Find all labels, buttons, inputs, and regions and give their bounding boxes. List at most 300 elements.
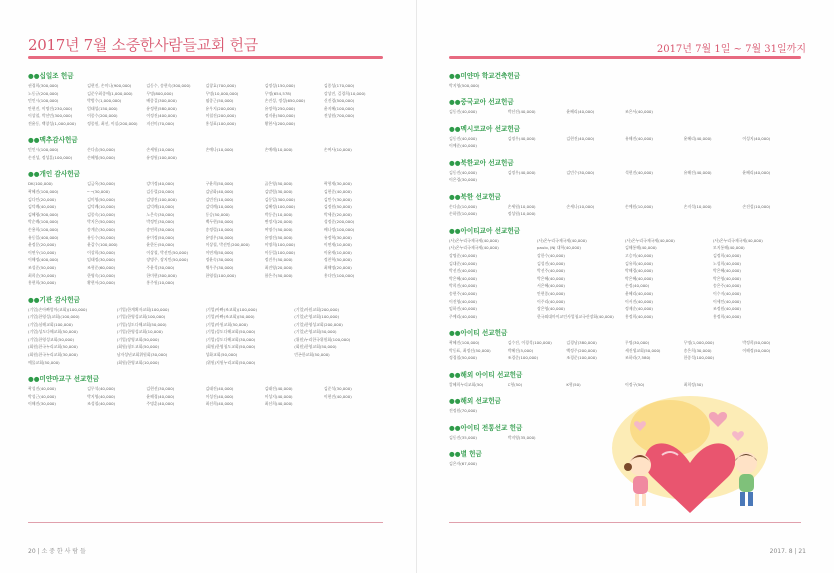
donor-entry: 염종근(50,000) — [205, 98, 234, 104]
donor-entry: 안현진, 이명진(230,000) — [28, 105, 73, 111]
donor-entry: 전정원(70,000) — [449, 408, 477, 414]
donor-entry: 송은희(30,000) — [683, 347, 712, 353]
donor-entry: 김미영(50,000) — [87, 196, 116, 202]
donor-entry: (기업)손영교회(100,000) — [294, 314, 339, 320]
donor-entry: 박동준(10,000) — [264, 211, 293, 217]
donor-entry: (기업)손영교회(50,000) — [294, 329, 337, 335]
donor-entry: 여명수(50,000) — [264, 226, 293, 232]
offering-section — [449, 327, 801, 361]
donor-entry: (기업)심해교회(100,000) — [28, 321, 73, 327]
section-title: ●●멕시코교아 선교헌금 — [449, 124, 521, 133]
offering-section — [28, 70, 383, 126]
donor-entry: 박지영(40,000) — [87, 393, 116, 399]
donor-entry: 김현진, 손미나(900,000) — [87, 83, 132, 88]
donor-entry: 손정(40,000) — [625, 283, 650, 289]
section-title: ●●북한교아 선교헌금 — [449, 158, 514, 167]
donor-entry: 유미정(50,000) — [146, 234, 175, 240]
donor-entry: (기업)손아빠엄마(교회)(100,000) — [28, 306, 88, 312]
donor-entry: 윤혜리(40,000) — [625, 290, 653, 296]
donor-entry: 김유희(40,000) — [625, 260, 653, 266]
donor-entry: 김덕례(10,000) — [146, 204, 175, 210]
donor-entry: 이철진(200,000) — [205, 113, 236, 119]
donor-entry: 석현진(40,000) — [625, 169, 653, 175]
donor-entry: 김경남(380,000) — [566, 340, 597, 346]
donor-entry: 구윤희(50,000) — [205, 181, 234, 187]
donor-entry: 곽성진(40,000) — [28, 386, 56, 392]
donor-entry: 박은영(40,000) — [713, 275, 741, 281]
donor-entry: 김민수(30,000) — [323, 196, 352, 202]
donor-entry: 홍현희(30,000) — [28, 280, 56, 286]
donor-entry: 김민진(10,000) — [205, 196, 234, 202]
donor-entry: 박선진(40,000) — [507, 109, 536, 115]
donor-entry: 홍다인(100,000) — [323, 272, 355, 278]
donor-entry: 박희진(40,000) — [449, 283, 477, 289]
donor-entry: 박성근(40,000) — [28, 393, 56, 399]
donor-entry: 조성준(50,000) — [28, 264, 56, 270]
donor-entry: 이상철, 박선민(300,000) — [28, 113, 73, 119]
donor-entry: 강상진, 길경희(10,000) — [323, 90, 366, 96]
donor-entry: 지선미(70,000) — [146, 120, 175, 126]
section-title: ●●별 헌금 — [449, 449, 482, 458]
donor-entry: 송은주(40,000) — [713, 283, 741, 289]
donor-entry: 이은경(30,000) — [449, 177, 477, 183]
page-footer: 2017. 8 | 21 — [769, 548, 806, 555]
title-rule — [28, 56, 383, 59]
donor-entry: 김해통해(40,000) — [625, 245, 657, 251]
donor-entry: 홍정희(40,000) — [625, 313, 653, 319]
section-title: ●●중국교아 선교헌금 — [449, 98, 514, 107]
donor-entry: 손세원(10,000) — [507, 203, 536, 209]
donor-entry: 김준우최종애(1,000,000) — [87, 90, 133, 96]
donor-entry: 박동표, 최정선(50,000) — [449, 347, 491, 353]
donor-entry: 김동수, 송현숙(300,000) — [146, 83, 191, 88]
donor-entry: 곽혜진(100,000) — [449, 340, 480, 346]
donor-entry: (회원)청도교회(50,000) — [116, 344, 159, 350]
donor-entry: 유명우(30,000) — [205, 234, 234, 240]
offering-section — [449, 123, 801, 149]
donor-entry: 이연우(10,000) — [28, 249, 56, 255]
donor-entry: 전윤동, 백창성(1,000,000) — [28, 120, 76, 126]
donor-entry: 임태정(30,000) — [87, 257, 116, 263]
donor-entry: 손하람(10,000) — [449, 211, 477, 217]
donor-entry: 최선희(40,000) — [264, 401, 293, 407]
donor-entry: 이윤재(10,000) — [323, 249, 352, 255]
donor-entry: 김현선(30,000) — [146, 386, 175, 392]
donor-entry: 김동진(40,000) — [449, 135, 477, 141]
donor-entry: 최해명(20,000) — [323, 264, 352, 270]
donor-entry: 김무석(40,000) — [87, 386, 116, 392]
section-title: ●●개인 감사헌금 — [28, 170, 81, 179]
left-content — [28, 70, 383, 415]
donor-entry: 손여사(10,000) — [323, 147, 352, 153]
offering-section — [28, 294, 383, 366]
donor-entry: (기업)아빠(조교회)(100,000) — [205, 306, 258, 312]
donor-entry: 조은서(40,000) — [625, 109, 653, 115]
donor-entry: 유명진(50,000) — [264, 234, 293, 240]
donor-entry: 조형준(60,000) — [87, 264, 116, 270]
donor-entry: 김말렴(30,000) — [264, 188, 293, 194]
donor-entry: 정제순(40,000) — [625, 306, 653, 312]
section-title: ●●십일조 헌금 — [28, 72, 74, 80]
donor-entry: 이현진(40,000) — [323, 393, 352, 399]
donor-entry: 박선주(40,000) — [537, 268, 565, 274]
donor-entry: 홍주원(10,000) — [146, 280, 175, 286]
donor-entry: (사)온누리국제국제(40,000) — [449, 237, 499, 243]
donor-entry: 김준석(30,000) — [323, 386, 352, 392]
donor-entry: 박은혜(40,000) — [449, 275, 477, 281]
donor-entry: 신진경(500,000) — [323, 98, 355, 104]
donor-entry: 윤정문(20,000) — [28, 242, 56, 248]
donor-entry: (기업)성도다해교회(50,000) — [28, 329, 78, 335]
donor-entry: 이상철, 박선민(200,000) — [205, 242, 250, 248]
donor-entry: 한종석(100,000) — [683, 355, 715, 361]
donor-entry: 손예나(10,000) — [205, 147, 234, 153]
donor-entry: 정지윤(500,000) — [264, 113, 296, 119]
donor-entry: 김현진(40,000) — [566, 135, 595, 141]
donor-list — [449, 109, 801, 114]
title-rule — [449, 56, 801, 59]
donor-entry: 이연재(50,000) — [205, 249, 234, 255]
donor-entry: 유해진(40,000) — [625, 135, 653, 141]
donor-entry: 이정진(400,000) — [146, 113, 177, 119]
section-title: ●●미얀마교구 선교헌금 — [28, 375, 100, 384]
donor-entry: 박세준(20,000) — [323, 211, 352, 217]
donor-entry: 안현종(40,000) — [537, 290, 565, 296]
donor-entry: 손세나(10,000) — [566, 203, 595, 209]
donor-entry: 세진생교회(50,000) — [625, 347, 661, 353]
donor-entry: paulo, JNJ 대학(40,000) — [537, 245, 581, 251]
donor-entry: 박은혜(40,000) — [713, 268, 741, 274]
section-title: ●●아이티교아 선교헌금 — [449, 226, 521, 235]
donor-entry: 박정민(30,000) — [146, 219, 175, 225]
donor-entry: 한미현(300,000) — [146, 272, 177, 278]
offering-section — [28, 168, 383, 285]
donor-entry: 강명준(40,000) — [449, 253, 477, 258]
donor-entry: 윤혜리(40,000) — [683, 135, 712, 141]
donor-entry: 서은혜(40,000) — [537, 283, 565, 289]
donor-entry: (기업)한영성(교회)(100,000) — [28, 314, 80, 320]
donor-entry: 이세인(40,000) — [713, 298, 741, 304]
donor-entry: 손용희(100,000) — [28, 226, 59, 232]
donor-entry: (기업)한영성교회(200,000) — [294, 321, 343, 327]
donor-entry: 김현준(40,000) — [323, 188, 352, 194]
donor-entry: 성정준(200,000) — [323, 219, 355, 225]
donor-entry: 김정우(40,000) — [507, 135, 536, 141]
page-title: 2017년 7월 소중한사람들교회 헌금 — [28, 36, 258, 54]
bottom-rule — [449, 522, 801, 523]
donor-entry: (기업)한계획자교회(100,000) — [116, 306, 169, 312]
donor-entry: 장명주, 장지민(50,000) — [146, 257, 189, 263]
donor-entry: 박지영(35,000) — [507, 434, 536, 440]
donor-entry: 조하라(7,580) — [625, 355, 651, 361]
donor-entry: (위원)지원누리교회(50,000) — [205, 359, 256, 365]
donor-entry: 김정성(150,000) — [264, 83, 296, 88]
donor-entry: 주예리(40,000) — [449, 313, 477, 319]
donor-entry: 김다인(20,000) — [28, 196, 56, 202]
donor-entry: 이동렬(100,000) — [264, 249, 296, 255]
donor-entry: 엄태섭(150,000) — [87, 105, 118, 111]
donor-entry: 김창효(700,000) — [205, 83, 236, 88]
donor-list — [449, 382, 801, 387]
donor-entry: 윤지혜(100,000) — [323, 105, 355, 111]
donor-entry: 유정원(100,000) — [146, 154, 177, 160]
donor-entry: 김혜령(300,000) — [28, 211, 59, 217]
donor-entry: 최희순(30,000) — [28, 272, 56, 278]
donor-entry: 윤한돈(50,000) — [146, 242, 175, 248]
donor-entry: 주명훈(40,000) — [146, 401, 175, 407]
donor-entry: 윤혜리(40,000) — [742, 169, 771, 175]
donor-entry: 이종수(200,000) — [87, 113, 118, 119]
donor-entry: 이정구(50) — [625, 381, 645, 387]
donor-entry: 이성지(40,000) — [742, 135, 771, 141]
donor-entry: 함은주(50,000) — [264, 272, 293, 278]
donor-entry: 임하진(40,000) — [449, 306, 477, 312]
donor-entry: 유동일(400,000) — [28, 234, 59, 240]
donor-entry: 조경준(100,000) — [566, 355, 597, 361]
donor-entry: 이해정(50,000) — [742, 347, 771, 353]
section-title: ●●아이티 전통선교 헌금 — [449, 423, 523, 432]
donor-entry: 빈곤한교회(50,000) — [294, 352, 330, 358]
donor-entry: 장은영(40,000) — [537, 306, 565, 312]
donor-entry: 이연재(10,000) — [323, 242, 352, 248]
donor-entry: 조정원(40,000) — [713, 306, 741, 312]
donor-entry: 최진영(20,000) — [264, 264, 293, 270]
donor-entry: 곽혜진(100,000) — [28, 188, 59, 194]
donor-entry: C형(50) — [507, 381, 523, 387]
donor-entry: 이상철, 박선민(50,000) — [146, 249, 189, 255]
donor-entry: 이상희(30,000) — [87, 249, 116, 255]
donor-entry: 김정희(40,000) — [713, 253, 741, 258]
donor-entry: 배나정(100,000) — [323, 226, 355, 232]
donor-entry: 손예원(10,000) — [625, 203, 653, 209]
donor-entry: 윤혜리(40,000) — [566, 109, 595, 115]
donor-list — [28, 307, 383, 366]
donor-entry: 김덕례(40,000) — [28, 204, 56, 210]
donor-entry: 정진우(50,000) — [264, 257, 293, 263]
couple-holding-heart-illustration — [600, 393, 780, 521]
donor-entry: (기업)한영성교회(100,000) — [116, 314, 166, 320]
donor-entry: 이성진(40,000) — [205, 393, 234, 399]
donor-entry: 김동진(40,000) — [449, 109, 477, 115]
donor-entry: 황현서(20,000) — [87, 280, 116, 286]
donor-entry: 이명희(100,000) — [264, 242, 296, 248]
donor-entry: 김명진(100,000) — [146, 196, 177, 202]
donor-list — [449, 170, 801, 183]
donor-entry: 성화교회(50,000) — [205, 352, 238, 358]
section-title: ●●아이티 선교헌금 — [449, 329, 508, 338]
donor-entry: (사)온누리국제국제(40,000) — [449, 245, 499, 251]
section-title: ●●해외 아이티 선교헌금 — [449, 370, 523, 379]
donor-entry: 김동진(40,000) — [449, 169, 477, 175]
page-footer: 20 | 소 중 한 사 람 들 — [28, 548, 86, 555]
donor-entry: 홍정희(40,000) — [713, 313, 741, 319]
donor-entry: K형(50) — [566, 381, 581, 387]
donor-entry: 김덕례(10,000) — [205, 204, 234, 210]
donor-entry: 박혜진(5,000) — [507, 347, 534, 353]
section-title: ●●맥추감사헌금 — [28, 136, 78, 145]
donor-entry: 배종걸(300,000) — [146, 98, 177, 104]
donor-list — [449, 204, 801, 217]
donor-entry: 손지석(10,000) — [683, 203, 712, 209]
donor-entry: 강미정(40,000) — [146, 181, 175, 187]
donor-entry: 이성지(40,000) — [264, 393, 293, 399]
donor-entry: (기업)성도다해교회(50,000) — [116, 321, 167, 327]
donor-entry: 캄혜희누리교회(50) — [449, 381, 484, 387]
donor-entry: 박해경(40,000) — [625, 268, 653, 274]
donor-entry: ─ ─(30,000) — [87, 188, 110, 194]
donor-entry: 동승(50,000) — [205, 211, 230, 217]
offering-section — [449, 157, 801, 183]
donor-entry: 모지통해(40,000) — [713, 245, 745, 251]
left-page — [0, 0, 417, 573]
donor-entry: 정종원, 최선, 이실(200,000) — [87, 120, 138, 126]
donor-entry: 손진성, 정성훈(100,000) — [28, 154, 73, 160]
donor-entry: (위원)누리한국위원회(100,000) — [294, 336, 351, 342]
donor-entry: 김남화(40,000) — [205, 188, 234, 194]
donor-list — [449, 136, 801, 149]
donor-list — [28, 147, 383, 160]
donor-entry: 유동수(30,000) — [87, 234, 116, 240]
donor-entry: 김종성(170,000) — [323, 83, 355, 88]
donor-entry: 노성희(40,000) — [713, 260, 741, 266]
donor-entry: 채우주(30,000) — [205, 264, 234, 270]
donor-entry: 박범수(1,000,000) — [87, 98, 122, 104]
donor-entry: 김성진(40,000) — [537, 260, 565, 266]
donor-entry: 김동렬(20,000) — [146, 188, 175, 194]
donor-entry: 민인시(100,000) — [28, 147, 59, 153]
donor-entry: 곱은영(50,000) — [264, 181, 293, 187]
donor-entry: 김정우(40,000) — [507, 169, 536, 175]
donor-entry: 김종숙(10,000) — [87, 211, 116, 217]
offering-section — [28, 134, 383, 160]
donor-entry: 박정희(50,000) — [742, 340, 771, 346]
donor-entry: 유정혁(30,000) — [323, 234, 352, 240]
donor-entry: 김동진(35,000) — [449, 434, 477, 440]
donor-entry: (사)온누리국제국제(40,000) — [713, 237, 763, 243]
donor-entry: 박선진(40,000) — [449, 268, 477, 274]
donor-entry: 유우지(200,000) — [205, 105, 236, 111]
donor-list — [449, 238, 801, 319]
offering-section — [449, 70, 801, 88]
date-range-title: 2017년 7월 1일 ~ 7월 31일까지 — [656, 44, 806, 55]
donor-entry: 윤해경(40,000) — [146, 393, 175, 399]
donor-entry: (기업)마원교회(50,000) — [205, 321, 248, 327]
donor-entry: 손다솜(50,000) — [87, 147, 116, 153]
donor-entry: 손다솜(10,000) — [449, 203, 477, 209]
donor-entry: (회원)한국누리교회(30,000) — [28, 352, 78, 358]
donor-entry: 김혜정(100,000) — [264, 204, 296, 210]
donor-entry: 민인시(100,000) — [28, 98, 59, 104]
donor-entry: 이주리(40,000) — [537, 298, 565, 304]
donor-entry: 무명(800,000) — [146, 90, 173, 96]
offering-section — [449, 369, 801, 387]
bottom-rule — [28, 522, 383, 523]
donor-entry: 박은혜(40,000) — [537, 275, 565, 281]
donor-entry: 이해정(400,000) — [28, 257, 59, 263]
donor-entry: (사)온누리국제국제(40,000) — [625, 237, 675, 243]
section-title: ●●북한 선교헌금 — [449, 192, 502, 201]
donor-entry: 이예준(40,000) — [449, 143, 477, 149]
offering-section — [449, 191, 801, 217]
donor-entry: (기업)한영성교회(10,000) — [116, 329, 163, 335]
donor-entry: 송현주(40,000) — [449, 290, 477, 296]
section-title: ●●미얀마 학교건축헌금 — [449, 72, 521, 80]
donor-entry: 손진성, 정성(650,000) — [264, 98, 306, 104]
donor-entry: 손혜영(50,000) — [87, 154, 116, 160]
donor-entry: 무명(1,000,000) — [683, 340, 715, 346]
donor-entry: 박지은(50,000) — [87, 219, 116, 225]
donor-entry: 정윤숙(30,000) — [205, 257, 234, 263]
donor-entry: 변정지(20,000) — [264, 219, 293, 225]
donor-entry: 윤갑수(100,000) — [87, 242, 118, 248]
donor-entry: 고승미(40,000) — [625, 253, 653, 258]
section-title: ●●기관 감사헌금 — [28, 295, 81, 304]
donor-entry: 한국외대마이교인사업청교국산장화(40,000) — [537, 313, 614, 319]
donor-entry: 노은숙(30,000) — [146, 211, 175, 217]
donor-entry: 남자성년교회위원회(30,000) — [116, 352, 168, 358]
donor-entry: 무명(654,578) — [264, 90, 292, 96]
donor-entry: 김대준(40,000) — [449, 260, 477, 266]
donor-entry: 김덕례(10,000) — [87, 204, 116, 210]
donor-entry: (회원)한영청도교회(50,000) — [205, 344, 256, 350]
donor-list — [28, 181, 383, 285]
donor-entry: 김수진, 이경석(100,000) — [507, 340, 552, 346]
donor-list — [28, 83, 383, 126]
donor-entry: 김태진(40,000) — [205, 386, 234, 392]
donor-entry: 유정현(580,000) — [146, 105, 177, 111]
donor-entry: 정성원(10,000) — [507, 211, 536, 217]
donor-entry: 김태진(40,000) — [264, 386, 293, 392]
donor-entry: 송정렬(10,000) — [205, 226, 234, 232]
donor-entry: 권경희(300,000) — [28, 83, 59, 88]
donor-entry: 홍성표(100,000) — [205, 120, 236, 126]
donor-entry: (기업)한영성교회(50,000) — [28, 336, 74, 342]
donor-entry: 김동일(300,000) — [264, 196, 296, 202]
donor-entry: 손진섭(10,000) — [742, 203, 771, 209]
donor-entry: (기업)아빠(조교회)(50,000) — [205, 314, 255, 320]
donor-entry: 최희정(50) — [683, 381, 703, 387]
donor-entry: 한영철(100,000) — [205, 272, 236, 278]
donor-entry: 조성철(40,000) — [87, 401, 116, 407]
donor-entry: 최선희(40,000) — [205, 401, 234, 407]
donor-entry: 손세원(10,000) — [146, 147, 175, 153]
donor-entry: (회원)한영교회(50,000) — [294, 344, 337, 350]
donor-entry: 주윤석(30,000) — [146, 264, 175, 270]
donor-entry: 무명(30,000) — [625, 340, 650, 346]
donor-entry: 송계순(30,000) — [87, 226, 116, 232]
donor-entry: (기업)장영교회(50,000) — [116, 336, 159, 342]
donor-entry: 박순례(100,000) — [28, 219, 59, 225]
donor-entry: 손예레(10,000) — [264, 147, 293, 153]
donor-entry: 김민수(30,000) — [566, 169, 595, 175]
donor-entry: DK(100,000) — [28, 181, 53, 187]
donor-entry: 유해진(40,000) — [683, 169, 712, 175]
donor-entry: 조경준(100,000) — [507, 355, 539, 361]
donor-entry: 송연희(30,000) — [146, 226, 175, 232]
donor-entry: (기업)마원교회(200,000) — [294, 306, 339, 312]
donor-entry: 유정혁(250,000) — [264, 105, 296, 111]
donor-entry: 노동규(200,000) — [28, 90, 59, 96]
donor-entry: 이수지(40,000) — [713, 290, 741, 296]
donor-entry: (기업)성도다해교회(30,000) — [205, 336, 256, 342]
donor-entry: 정경철(50,000) — [449, 355, 477, 361]
donor-entry: 곽형재(30,000) — [323, 181, 352, 187]
donor-entry: 강한수(40,000) — [537, 253, 565, 258]
donor-entry: 무명(10,000,000) — [205, 90, 239, 96]
donor-entry: 박은혜(40,000) — [625, 275, 653, 281]
donor-list — [449, 340, 801, 361]
donor-entry: 백정주(200,000) — [566, 347, 597, 353]
